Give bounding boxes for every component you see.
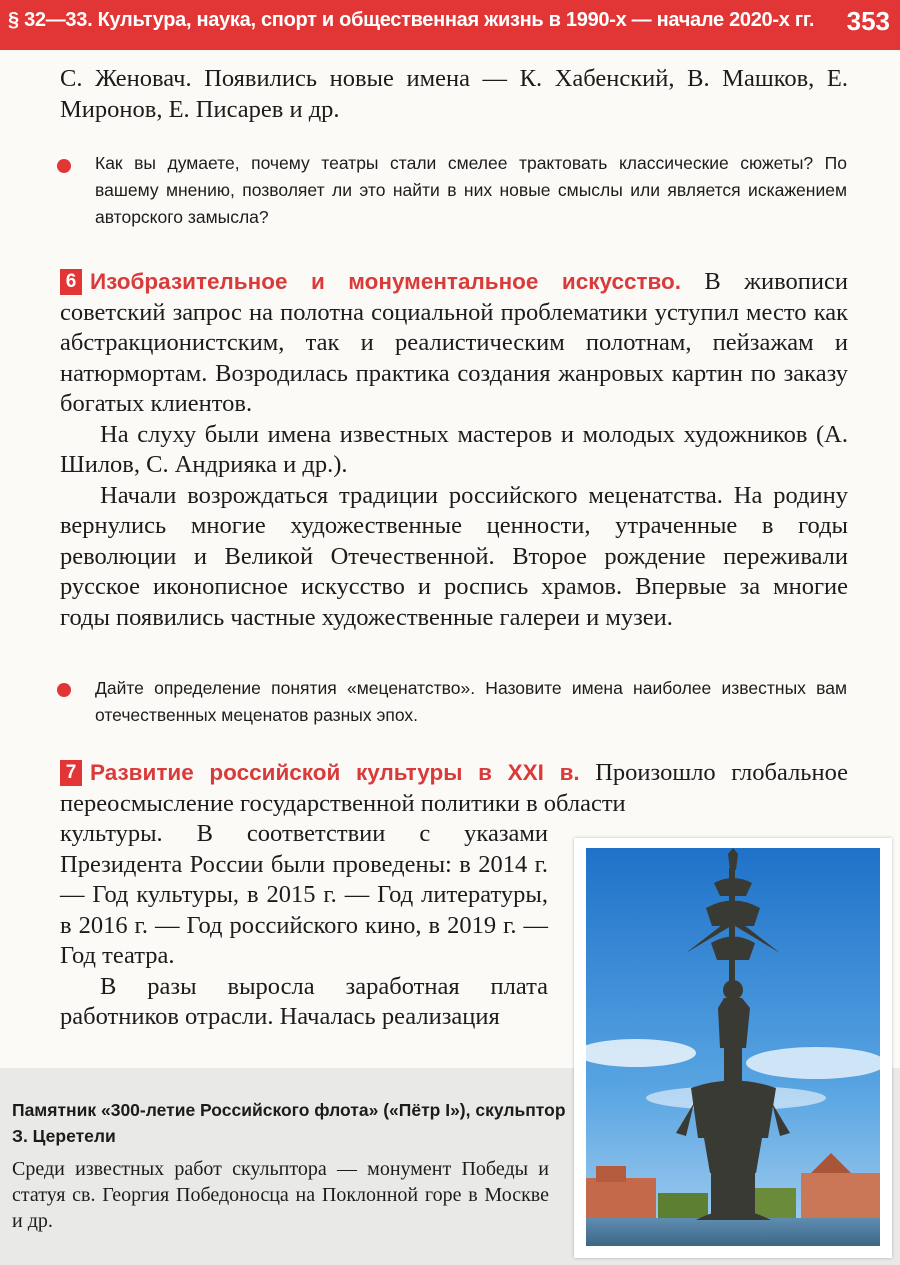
section-7-lead-2: культуры. В соответствии с указами Президента России были проведены: в 2014 г. — Год культуры, в 2015 г. — Год литературы, в 2016 г. — Год российского кино, в 2019 г. — Год театра. <box>60 820 548 969</box>
caption-title: Памятник «300-летие Российского флота» («Пётр I»), скульптор З. Церетели <box>12 1100 566 1146</box>
monument-photo <box>586 848 880 1246</box>
section-7-intro <box>60 758 848 819</box>
section-6 <box>60 267 848 633</box>
section-7-lead-1: Произошло глобальное переосмысление государственной политики в области <box>60 759 849 817</box>
section-6-heading: Изобразительное и монументальное искусство. <box>90 269 682 294</box>
page-number: 353 <box>846 6 890 36</box>
section-title: § 32—33. Культура, наука, спорт и общественная жизнь в 1990-х — начале 2020-х гг. <box>8 9 815 31</box>
intro-paragraph: С. Женовач. Появились новые имена — К. Хабенский, В. Машков, Е. Миронов, Е. Писарев и др. <box>60 65 848 123</box>
caption-body: Среди известных работ скульптора — монумент Победы и статуя св. Георгия Победоносца на Поклонной горе в Москве и др. <box>12 1158 549 1232</box>
question-2: Дайте определение понятия «меценатство». Назовите имена наиболее известных вам отечественных меценатов разных эпох. <box>95 678 847 725</box>
page-header <box>0 0 900 50</box>
section-6-paragraph-3: Начали возрождаться традиции российского меценатства. На родину вернулись многие художественные ценности, утраченные в годы революции и Великой Отечественной. Второе рождение переживали русское иконописное искусство и роспись храмов. Впервые за многие годы появились частные художественные галереи и музеи. <box>60 481 848 631</box>
section-7-number: 7 <box>60 760 82 786</box>
question-bullet-icon <box>57 159 71 173</box>
section-6-paragraph-2: На слуху были имена известных мастеров и молодых художников (А. Шилов, С. Андрияка и др.). <box>60 420 848 478</box>
section-7-paragraph-2: В разы выросла заработная плата работников отрасли. Началась реализация <box>60 972 548 1030</box>
section-6-lead: В живописи советский запрос на полотна социальной проблематики уступил место как абстракционистским, так и реалистическим полотнам, пейзажам и натюрмортам. Возродилась практика создания жанровых картин по заказу богатых клиентов. <box>60 268 848 417</box>
monument-photo-frame <box>574 838 892 1258</box>
section-7-body <box>60 819 548 1033</box>
question-1: Как вы думаете, почему театры стали смелее трактовать классические сюжеты? По вашему мнению, позволяет ли это найти в них новые смыслы или является искажением авторского замысла? <box>95 153 847 227</box>
section-7-heading: Развитие российской культуры в XXI в. <box>90 760 580 785</box>
section-6-number: 6 <box>60 269 82 295</box>
question-bullet-icon <box>57 683 71 697</box>
